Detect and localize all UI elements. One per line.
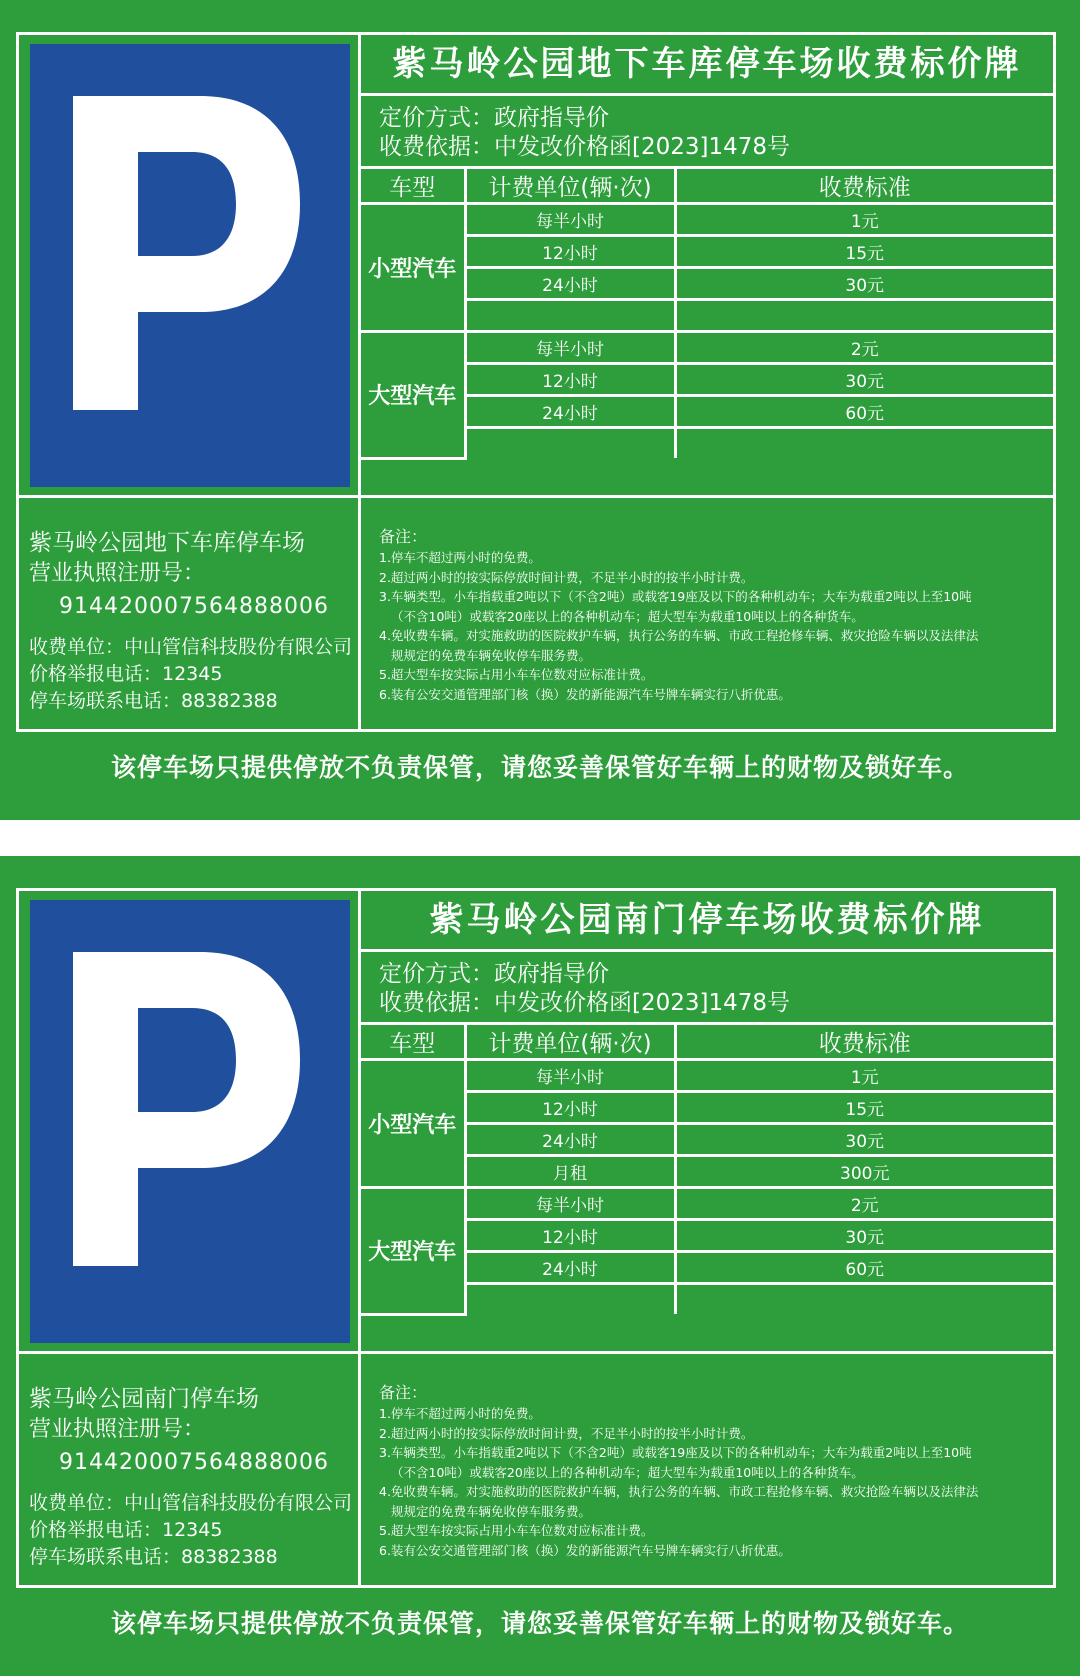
license-number: 91442000756488800​6 — [59, 594, 329, 619]
fee-panel — [361, 35, 1053, 495]
note-item: 3.车辆类型。小车指载重2吨以下（不含2吨）或载客19座及以下的各种机动车；大车为载重2吨以上至10吨 — [379, 589, 972, 604]
note-item: 1.停车不超过两小时的免费。 — [379, 550, 541, 565]
sign-board — [16, 32, 1056, 732]
price-cell: 15元 — [675, 1092, 1053, 1124]
price-sign-south-gate — [0, 856, 1080, 1676]
sign-title: 紫马岭公园南门停车场收费标价牌 — [361, 891, 1053, 952]
lot-name: 紫马岭公园地下车库停车场 — [29, 530, 305, 556]
note-item: 3.车辆类型。小车指载重2吨以下（不含2吨）或载客19座及以下的各种机动车；大车为载重2吨以上至10吨 — [379, 1445, 972, 1460]
unit-cell: 24小时 — [465, 396, 675, 428]
unit-cell: 月租 — [465, 1156, 675, 1188]
unit-cell — [465, 1284, 675, 1315]
price-cell — [675, 1284, 1053, 1315]
unit-cell: 12小时 — [465, 1092, 675, 1124]
pricing-method: 定价方式：政府指导价 — [379, 961, 609, 987]
table-row — [361, 396, 1053, 428]
note-item: 规规定的免费车辆免收停车服务费。 — [391, 647, 592, 663]
note-item: 6.装有公安交通管理部门核（换）发的新能源汽车号牌车辆实行八折优惠。 — [379, 1542, 791, 1558]
unit-cell: 12小时 — [465, 364, 675, 396]
header-fee: 收费标准 — [675, 169, 1053, 204]
notes-title: 备注： — [379, 1383, 428, 1402]
notes-title: 备注： — [379, 527, 428, 546]
table-row — [361, 1092, 1053, 1124]
header-unit: 计费单位(辆·次) — [465, 1025, 675, 1060]
pricing-info — [361, 96, 1053, 169]
price-cell — [675, 428, 1053, 459]
table-row — [361, 204, 1053, 236]
note-item: 2.超过两小时的按实际停放时间计费，不足半小时的按半小时计费。 — [379, 569, 754, 585]
table-row — [361, 1188, 1053, 1220]
collector: 收费单位：中山管信科技股份有限公司 — [29, 636, 353, 658]
header-fee: 收费标准 — [675, 1025, 1053, 1060]
price-cell: 60元 — [675, 1252, 1053, 1284]
unit-cell: 12小时 — [465, 236, 675, 268]
table-row — [361, 364, 1053, 396]
header-vehicle-type: 车型 — [361, 169, 465, 204]
license-number: 914420007564888006 — [59, 1450, 329, 1475]
note-item: 1.停车不超过两小时的免费。 — [379, 1406, 541, 1421]
price-cell: 60元 — [675, 396, 1053, 428]
price-cell: 2元 — [675, 1188, 1053, 1220]
note-item: 规规定的免费车辆免收停车服务费。 — [391, 1503, 592, 1519]
table-row — [361, 1156, 1053, 1188]
license-label: 营业执照注册号： — [29, 561, 206, 586]
note-item: 4.免收费车辆。对实施救助的医院救护车辆，执行公务的车辆、市政工程抢修车辆、救灾抢险车辆以及法律法 — [379, 1484, 979, 1499]
price-cell: 30元 — [675, 1124, 1053, 1156]
footer-notice: 该停车场只提供停放不负责保管，请您妥善保管好车辆上的财物及锁好车。 — [110, 753, 969, 782]
parking-p-icon — [30, 900, 350, 1343]
category-large-car: 大型汽车 — [361, 1188, 465, 1315]
category-large-car: 大型汽车 — [361, 332, 465, 459]
complaint-phone: 价格举报电话：12345 — [29, 1519, 223, 1541]
table-header-row — [361, 1025, 1053, 1060]
pricing-info — [361, 952, 1053, 1025]
price-cell — [675, 300, 1053, 332]
category-small-car: 小型汽车 — [361, 204, 465, 332]
table-row — [361, 236, 1053, 268]
unit-cell — [465, 428, 675, 459]
fee-table — [361, 169, 1053, 460]
table-row — [361, 1284, 1053, 1315]
sign-board — [16, 888, 1056, 1588]
price-cell: 2元 — [675, 332, 1053, 364]
table-row — [361, 300, 1053, 332]
unit-cell: 每半小时 — [465, 1188, 675, 1220]
collector: 收费单位：中山管信科技股份有限公司 — [29, 1492, 353, 1514]
footer-notice: 该停车场只提供停放不负责保管，请您妥善保管好车辆上的财物及锁好车。 — [110, 1609, 969, 1638]
pricing-method: 定价方式：政府指导价 — [379, 105, 609, 131]
license-label: 营业执照注册号： — [29, 1417, 206, 1442]
parking-p-icon — [30, 44, 350, 487]
parking-p-glyph — [30, 44, 350, 487]
lot-phone: 停车场联系电话：88382388 — [29, 1546, 278, 1568]
sign-title: 紫马岭公园地下车库停车场收费标价牌 — [361, 35, 1053, 96]
lot-info — [19, 1354, 358, 1585]
note-item: （不含10吨）或载客20座以上的各种机动车；超大型车为载重10吨以上的各种货车。 — [391, 608, 864, 624]
note-item: （不含10吨）或载客20座以上的各种机动车；超大型车为载重10吨以上的各种货车。 — [391, 1464, 864, 1480]
header-unit: 计费单位(辆·次) — [465, 169, 675, 204]
header-vehicle-type: 车型 — [361, 1025, 465, 1060]
price-cell: 15元 — [675, 236, 1053, 268]
price-cell: 30元 — [675, 268, 1053, 300]
lot-info — [19, 498, 358, 729]
note-item: 5.超大型车按实际占用小车车位数对应标准计费。 — [379, 667, 654, 682]
note-item: 4.免收费车辆。对实施救助的医院救护车辆，执行公务的车辆、市政工程抢修车辆、救灾抢险车辆以及法律法 — [379, 628, 979, 643]
price-cell: 30元 — [675, 1220, 1053, 1252]
table-row — [361, 1060, 1053, 1092]
fee-table — [361, 1025, 1053, 1316]
unit-cell: 每半小时 — [465, 1060, 675, 1092]
table-row — [361, 1252, 1053, 1284]
table-row — [361, 428, 1053, 459]
price-cell: 30元 — [675, 364, 1053, 396]
price-sign-underground — [0, 0, 1080, 820]
table-row — [361, 1124, 1053, 1156]
unit-cell: 24小时 — [465, 268, 675, 300]
unit-cell: 24小时 — [465, 1124, 675, 1156]
price-cell: 1元 — [675, 204, 1053, 236]
unit-cell: 12小时 — [465, 1220, 675, 1252]
category-small-car: 小型汽车 — [361, 1060, 465, 1188]
complaint-phone: 价格举报电话：12345 — [29, 663, 223, 685]
unit-cell — [465, 300, 675, 332]
pricing-basis: 收费依据：中发改价格函[2023]1478号 — [379, 990, 791, 1016]
note-item: 2.超过两小时的按实际停放时间计费，不足半小时的按半小时计费。 — [379, 1425, 754, 1441]
unit-cell: 每半小时 — [465, 332, 675, 364]
table-row — [361, 268, 1053, 300]
notes — [361, 498, 1053, 729]
notes — [361, 1354, 1053, 1585]
lot-phone: 停车场联系电话：88382388 — [29, 690, 278, 712]
note-item: 6.装有公安交通管理部门核（换）发的新能源汽车号牌车辆实行八折优惠。 — [379, 686, 791, 702]
lot-name: 紫马岭公园南门停车场 — [29, 1386, 259, 1412]
parking-p-glyph — [30, 900, 350, 1343]
table-row — [361, 332, 1053, 364]
pricing-basis: 收费依据：中发改价格函[2023]1478号 — [379, 134, 791, 160]
note-item: 5.超大型车按实际占用小车车位数对应标准计费。 — [379, 1523, 654, 1538]
unit-cell: 每半小时 — [465, 204, 675, 236]
table-header-row — [361, 169, 1053, 204]
fee-panel — [361, 891, 1053, 1351]
price-cell: 300元 — [675, 1156, 1053, 1188]
price-cell: 1元 — [675, 1060, 1053, 1092]
unit-cell: 24小时 — [465, 1252, 675, 1284]
table-row — [361, 1220, 1053, 1252]
